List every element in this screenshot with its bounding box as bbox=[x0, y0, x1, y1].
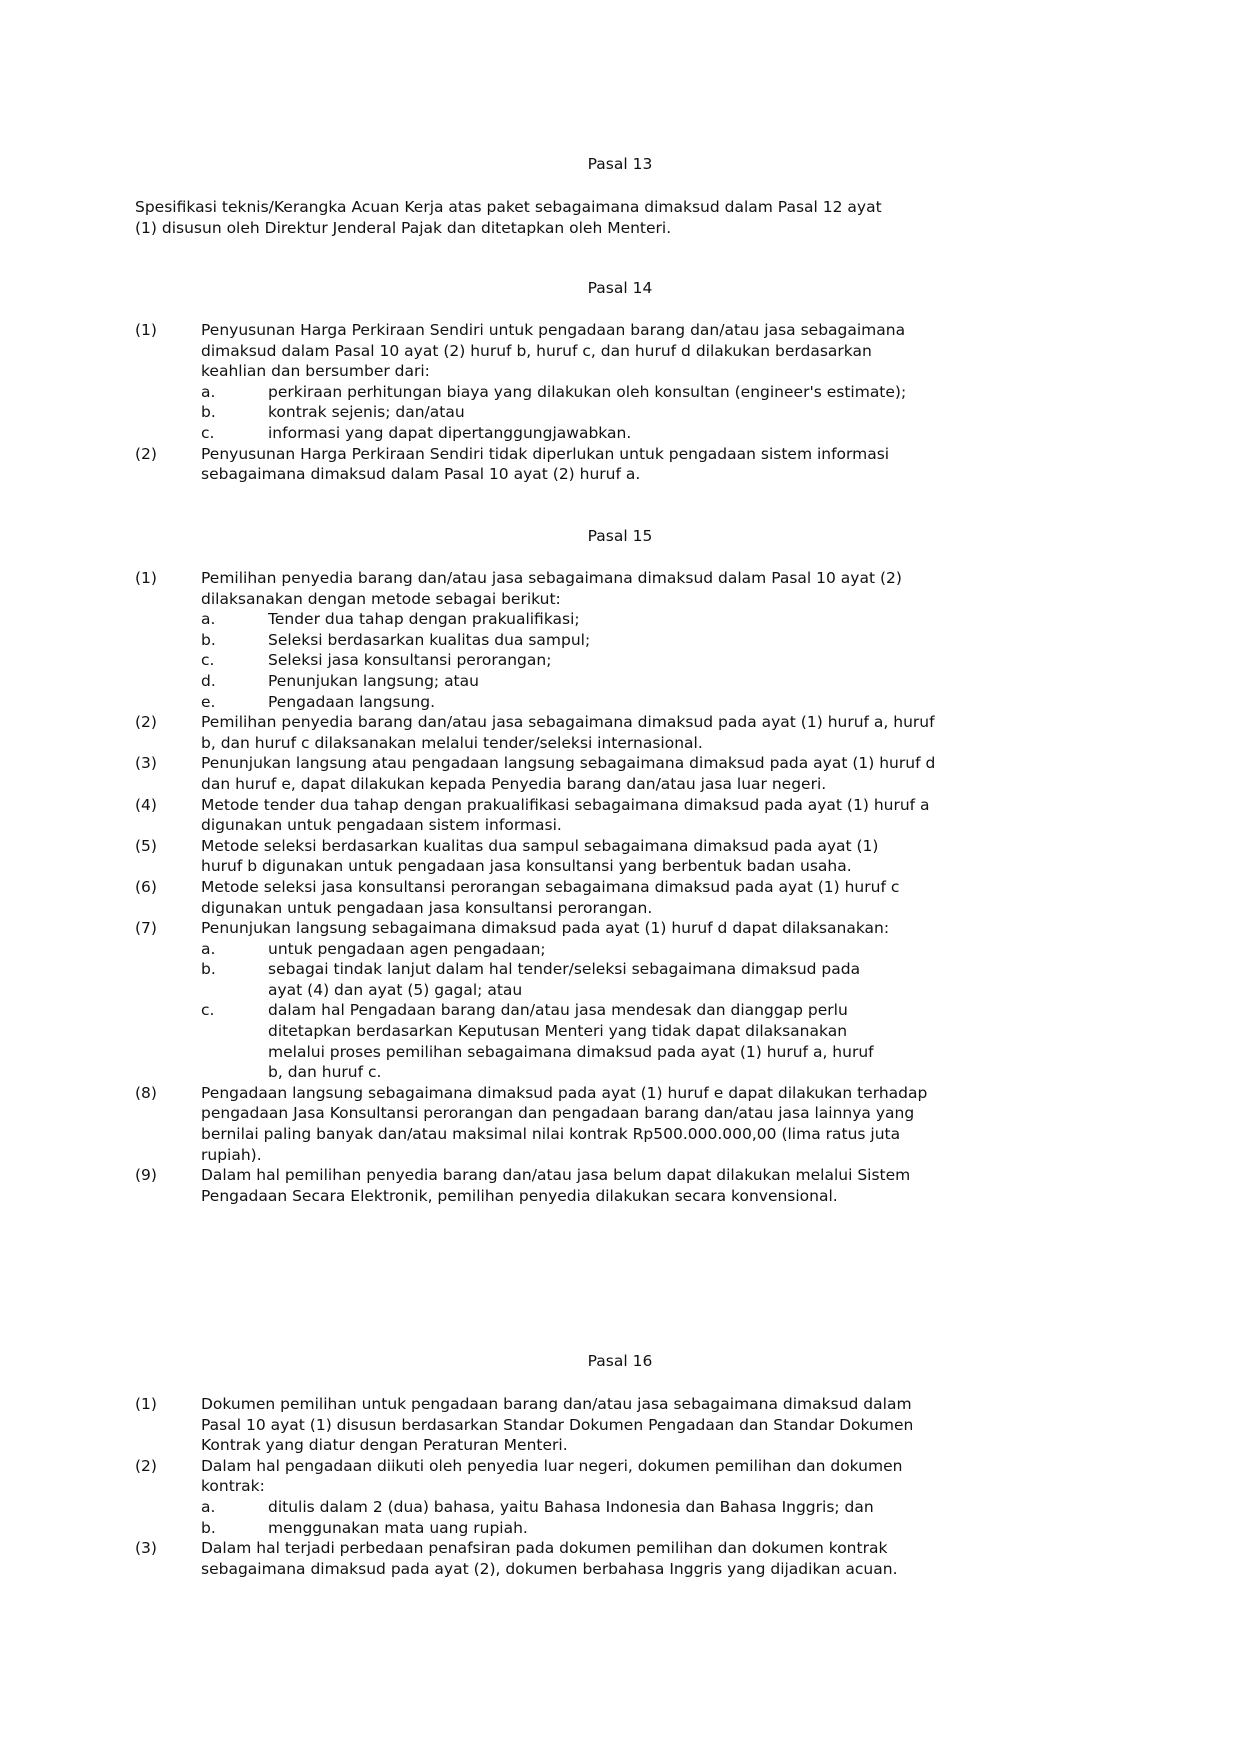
ayat-text: Penyusunan Harga Perkiraan Sendiri untuk pengadaan barang dan/atau jasa sebagaimana dimaksud dalam Pasal 10 ayat (2) huruf b, huruf c, dan huruf d dilakukan berdasarkan keahlian dan bersumber dari: bbox=[201, 321, 906, 381]
ayat-number: (6) bbox=[135, 877, 157, 896]
huruf-item bbox=[201, 1000, 888, 1082]
huruf-text: Tender dua tahap dengan prakualifikasi; bbox=[268, 610, 580, 629]
ayat-text: Metode seleksi jasa konsultansi perorangan sebagaimana dimaksud pada ayat (1) huruf c digunakan untuk pengadaan jasa konsultansi perorangan. bbox=[201, 877, 900, 917]
ayat-number: (8) bbox=[135, 1083, 157, 1102]
pasal-13-heading: Pasal 13 bbox=[587, 155, 653, 173]
ayat-item bbox=[135, 320, 925, 444]
huruf-text: ditulis dalam 2 (dua) bahasa, yaitu Bahasa Indonesia dan Bahasa Inggris; dan bbox=[268, 1497, 874, 1516]
ayat-item bbox=[135, 1456, 925, 1538]
huruf-text: untuk pengadaan agen pengadaan; bbox=[268, 939, 546, 958]
huruf-letter: e. bbox=[201, 692, 216, 711]
huruf-letter: a. bbox=[201, 939, 216, 958]
ayat-text: Pemilihan penyedia barang dan/atau jasa sebagaimana dimaksud pada ayat (1) huruf a, huruf b, dan huruf c dilaksanakan melalui tender/seleksi internasional. bbox=[201, 713, 935, 752]
ayat-text: Pemilihan penyedia barang dan/atau jasa sebagaimana dimaksud dalam Pasal 10 ayat (2) dilaksanakan dengan metode sebagai berikut: bbox=[201, 569, 902, 608]
huruf-letter: d. bbox=[201, 671, 216, 690]
huruf-letter: a. bbox=[201, 382, 216, 401]
ayat-item bbox=[135, 568, 945, 712]
huruf-item bbox=[201, 1497, 925, 1518]
ayat-text: Pengadaan langsung sebagaimana dimaksud pada ayat (1) huruf e dapat dilakukan terhadap pengadaan Jasa Konsultansi perorangan dan pengadaan barang dan/atau jasa lainnya yang bernilai paling banyak dan/atau maksimal nilai kontrak Rp500.000.000,00 (lima ratus juta rupiah). bbox=[201, 1083, 928, 1164]
ayat-item bbox=[135, 1165, 945, 1206]
ayat-item bbox=[135, 712, 945, 753]
ayat-number: (4) bbox=[135, 795, 157, 814]
ayat-number: (3) bbox=[135, 1539, 157, 1558]
ayat-number: (1) bbox=[135, 569, 157, 587]
huruf-letter: a. bbox=[201, 1497, 216, 1516]
ayat-text: Dalam hal pemilihan penyedia barang dan/atau jasa belum dapat dilakukan melalui Sistem Pengadaan Secara Elektronik, pemilihan penyedia dilakukan secara konvensional. bbox=[201, 1166, 911, 1205]
ayat-item bbox=[135, 795, 945, 836]
ayat-number: (5) bbox=[135, 836, 157, 855]
ayat-item bbox=[135, 753, 945, 794]
ayat-text: Penyusunan Harga Perkiraan Sendiri tidak diperlukan untuk pengadaan sistem informasi sebagaimana dimaksud dalam Pasal 10 ayat (2) huruf a. bbox=[201, 444, 890, 484]
huruf-text: Pengadaan langsung. bbox=[268, 692, 436, 711]
huruf-letter: c. bbox=[201, 1001, 215, 1020]
huruf-text: dalam hal Pengadaan barang dan/atau jasa mendesak dan dianggap perlu ditetapkan berdasarkan Keputusan Menteri yang tidak dapat dilaksanakan melalui proses pemilihan sebagaimana dimaksud pada ayat (1) huruf a, huruf b, dan huruf c. bbox=[268, 1001, 874, 1082]
ayat-number: (1) bbox=[135, 321, 157, 339]
ayat-text: Dalam hal pengadaan diikuti oleh penyedia luar negeri, dokumen pemilihan dan dokumen kontrak: bbox=[201, 1456, 903, 1496]
ayat-item bbox=[135, 1538, 925, 1579]
pasal-15-heading: Pasal 15 bbox=[587, 527, 653, 545]
ayat-item bbox=[135, 444, 925, 485]
ayat-text: Dalam hal terjadi perbedaan penafsiran pada dokumen pemilihan dan dokumen kontrak sebagaimana dimaksud pada ayat (2), dokumen berbahasa Inggris yang dijadikan acuan. bbox=[201, 1539, 898, 1578]
ayat-number: (7) bbox=[135, 919, 157, 938]
huruf-letter: c. bbox=[201, 651, 215, 670]
huruf-item bbox=[201, 1518, 925, 1539]
ayat-number: (2) bbox=[135, 713, 157, 732]
huruf-item bbox=[201, 609, 945, 630]
pasal-16-heading: Pasal 16 bbox=[587, 1352, 653, 1370]
huruf-text: kontrak sejenis; dan/atau bbox=[268, 403, 465, 422]
huruf-text: Seleksi berdasarkan kualitas dua sampul; bbox=[268, 630, 591, 649]
huruf-item bbox=[201, 402, 925, 423]
huruf-letter: b. bbox=[201, 1518, 216, 1537]
ayat-item bbox=[135, 836, 945, 877]
ayat-item bbox=[135, 918, 945, 1083]
huruf-item bbox=[201, 423, 925, 444]
huruf-item bbox=[201, 630, 945, 651]
huruf-item bbox=[201, 671, 945, 692]
huruf-letter: a. bbox=[201, 610, 216, 629]
huruf-item bbox=[201, 692, 945, 713]
huruf-item bbox=[201, 382, 925, 403]
huruf-item bbox=[201, 959, 888, 1000]
ayat-text: Metode seleksi berdasarkan kualitas dua sampul sebagaimana dimaksud pada ayat (1) huruf b digunakan untuk pengadaan jasa konsultansi yang berbentuk badan usaha. bbox=[201, 836, 879, 876]
huruf-text: menggunakan mata uang rupiah. bbox=[268, 1518, 528, 1537]
ayat-text: Dokumen pemilihan untuk pengadaan barang dan/atau jasa sebagaimana dimaksud dalam Pasal 10 ayat (1) disusun berdasarkan Standar Dokumen Pengadaan dan Standar Dokumen Kontrak yang diatur dengan Peraturan Menteri. bbox=[201, 1395, 914, 1455]
huruf-text: perkiraan perhitungan biaya yang dilakukan oleh konsultan (engineer's estimate); bbox=[268, 382, 907, 401]
ayat-text: Penunjukan langsung atau pengadaan langsung sebagaimana dimaksud pada ayat (1) huruf d dan huruf e, dapat dilakukan kepada Penyedia barang dan/atau jasa luar negeri. bbox=[201, 754, 936, 793]
huruf-item bbox=[201, 939, 945, 960]
huruf-item bbox=[201, 650, 945, 671]
pasal-16-body bbox=[135, 1394, 925, 1579]
huruf-text: Penunjukan langsung; atau bbox=[268, 671, 479, 690]
huruf-text: informasi yang dapat dipertanggungjawabkan. bbox=[268, 423, 632, 442]
ayat-number: (1) bbox=[135, 1395, 157, 1413]
pasal-14-body bbox=[135, 320, 925, 485]
ayat-number: (2) bbox=[135, 444, 157, 463]
ayat-number: (9) bbox=[135, 1166, 157, 1185]
ayat-number: (3) bbox=[135, 754, 157, 773]
huruf-letter: b. bbox=[201, 403, 216, 422]
ayat-item bbox=[135, 1394, 925, 1456]
ayat-item bbox=[135, 877, 945, 918]
huruf-letter: b. bbox=[201, 960, 216, 979]
huruf-text: sebagai tindak lanjut dalam hal tender/seleksi sebagaimana dimaksud pada ayat (4) dan ayat (5) gagal; atau bbox=[268, 960, 861, 999]
ayat-text: Metode tender dua tahap dengan prakualifikasi sebagaimana dimaksud pada ayat (1) huruf a digunakan untuk pengadaan sistem informasi. bbox=[201, 795, 930, 835]
pasal-15-body bbox=[135, 568, 945, 1206]
huruf-text: Seleksi jasa konsultansi perorangan; bbox=[268, 651, 552, 670]
ayat-number: (2) bbox=[135, 1456, 157, 1475]
pasal-13-text: Spesifikasi teknis/Kerangka Acuan Kerja atas paket sebagaimana dimaksud dalam Pasal 12 ayat (1) disusun oleh Direktur Jenderal Pajak dan ditetapkan oleh Menteri. bbox=[135, 198, 882, 237]
pasal-14-heading: Pasal 14 bbox=[587, 279, 653, 297]
ayat-item bbox=[135, 1083, 945, 1165]
ayat-text: Penunjukan langsung sebagaimana dimaksud pada ayat (1) huruf d dapat dilaksanakan: bbox=[201, 919, 890, 938]
huruf-letter: b. bbox=[201, 630, 216, 649]
huruf-letter: c. bbox=[201, 423, 215, 442]
